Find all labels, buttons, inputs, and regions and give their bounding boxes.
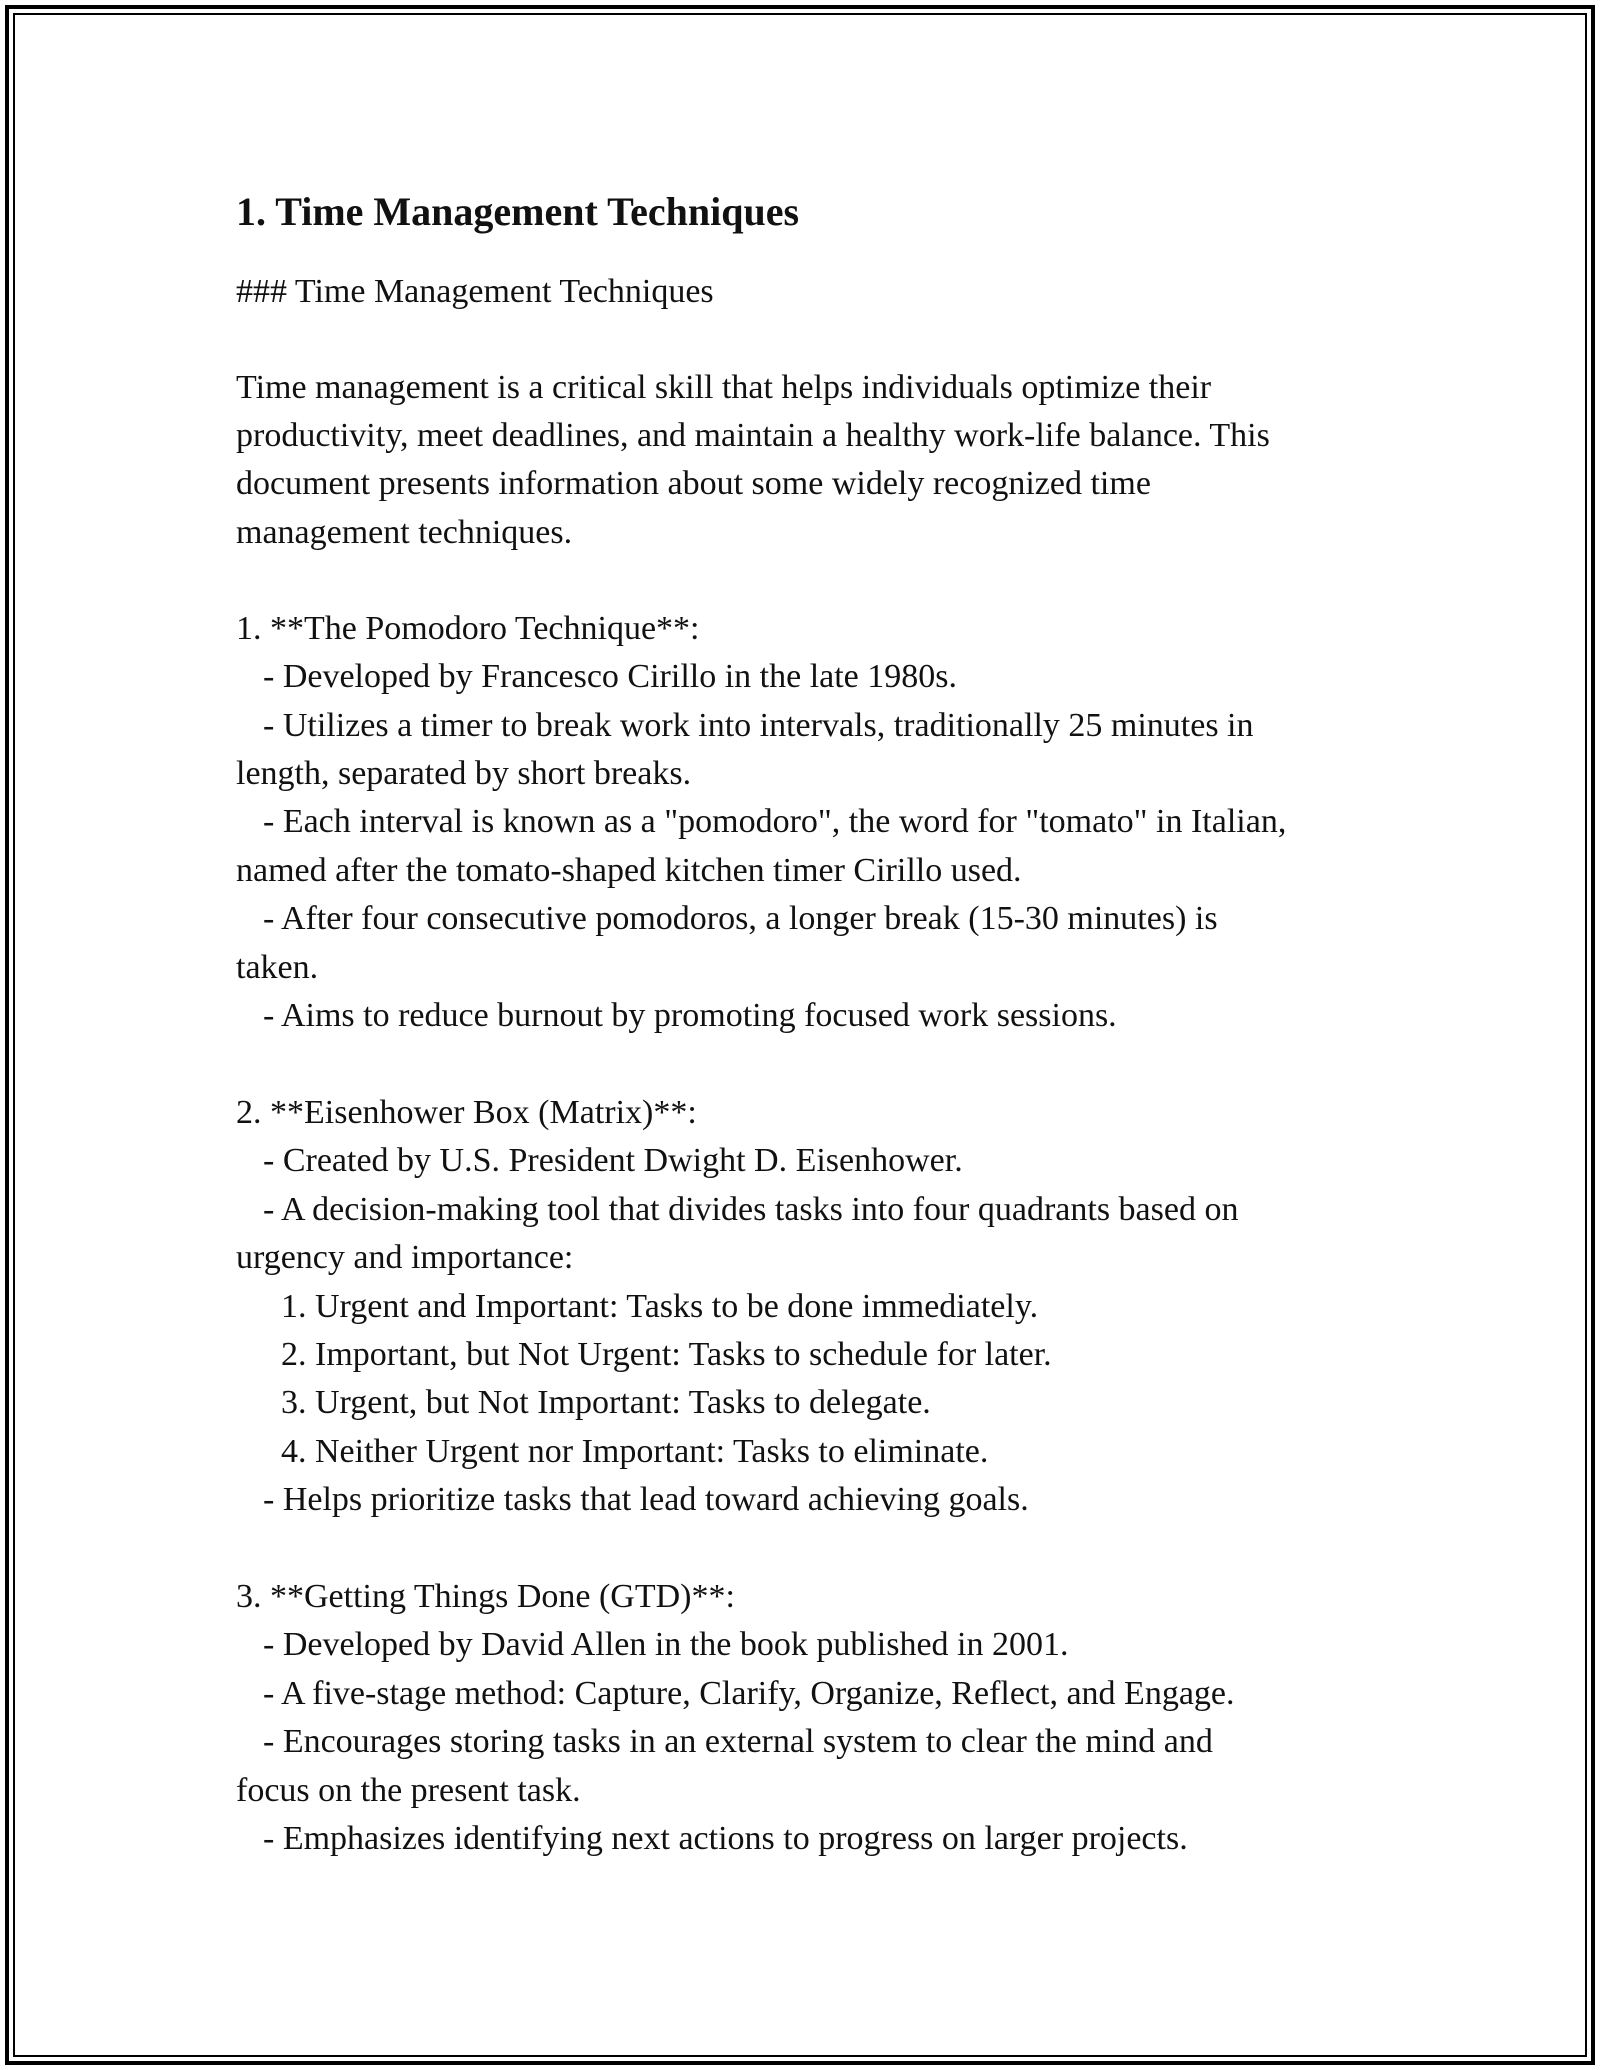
list-item-continuation: urgency and importance: <box>236 1239 574 1276</box>
list-item-continuation: named after the tomato-shaped kitchen timer Cirillo used. <box>236 852 1022 889</box>
intro-line: Time management is a critical skill that helps individuals optimize their <box>236 369 1212 406</box>
quadrant-item: 2. Important, but Not Urgent: Tasks to schedule for later. <box>281 1336 1052 1373</box>
list-item: - Aims to reduce burnout by promoting focused work sessions. <box>263 997 1117 1034</box>
list-item-continuation: focus on the present task. <box>236 1772 581 1809</box>
document-heading: 1. Time Management Techniques <box>236 189 800 234</box>
quadrant-item: 4. Neither Urgent nor Important: Tasks to eliminate. <box>281 1433 989 1470</box>
list-item: - Encourages storing tasks in an external system to clear the mind and <box>263 1723 1213 1760</box>
list-item-continuation: taken. <box>236 949 319 986</box>
list-item: - A five-stage method: Capture, Clarify, Organize, Reflect, and Engage. <box>263 1675 1235 1712</box>
list-item: - Helps prioritize tasks that lead toward achieving goals. <box>263 1481 1029 1518</box>
section-heading-eisenhower: 2. **Eisenhower Box (Matrix)**: <box>236 1094 697 1131</box>
intro-line: document presents information about some widely recognized time <box>236 465 1151 502</box>
list-item: - Utilizes a timer to break work into intervals, traditionally 25 minutes in <box>263 707 1254 744</box>
list-item-continuation: length, separated by short breaks. <box>236 755 692 792</box>
list-item: - Created by U.S. President Dwight D. Eisenhower. <box>263 1142 963 1179</box>
list-item: - A decision-making tool that divides tasks into four quadrants based on <box>263 1191 1239 1228</box>
list-item: - Emphasizes identifying next actions to progress on larger projects. <box>263 1820 1188 1857</box>
intro-line: management techniques. <box>236 514 573 551</box>
quadrant-item: 1. Urgent and Important: Tasks to be done immediately. <box>281 1288 1039 1325</box>
quadrant-item: 3. Urgent, but Not Important: Tasks to delegate. <box>281 1384 931 1421</box>
list-item: - After four consecutive pomodoros, a longer break (15-30 minutes) is <box>263 900 1218 937</box>
subheading-line: ### Time Management Techniques <box>236 273 714 310</box>
list-item: - Each interval is known as a "pomodoro", the word for "tomato" in Italian, <box>263 803 1287 840</box>
section-heading-gtd: 3. **Getting Things Done (GTD)**: <box>236 1578 735 1615</box>
intro-line: productivity, meet deadlines, and maintain a healthy work-life balance. This <box>236 417 1270 454</box>
list-item: - Developed by Francesco Cirillo in the late 1980s. <box>263 658 957 695</box>
list-item: - Developed by David Allen in the book published in 2001. <box>263 1626 1069 1663</box>
section-heading-pomodoro: 1. **The Pomodoro Technique**: <box>236 610 700 647</box>
